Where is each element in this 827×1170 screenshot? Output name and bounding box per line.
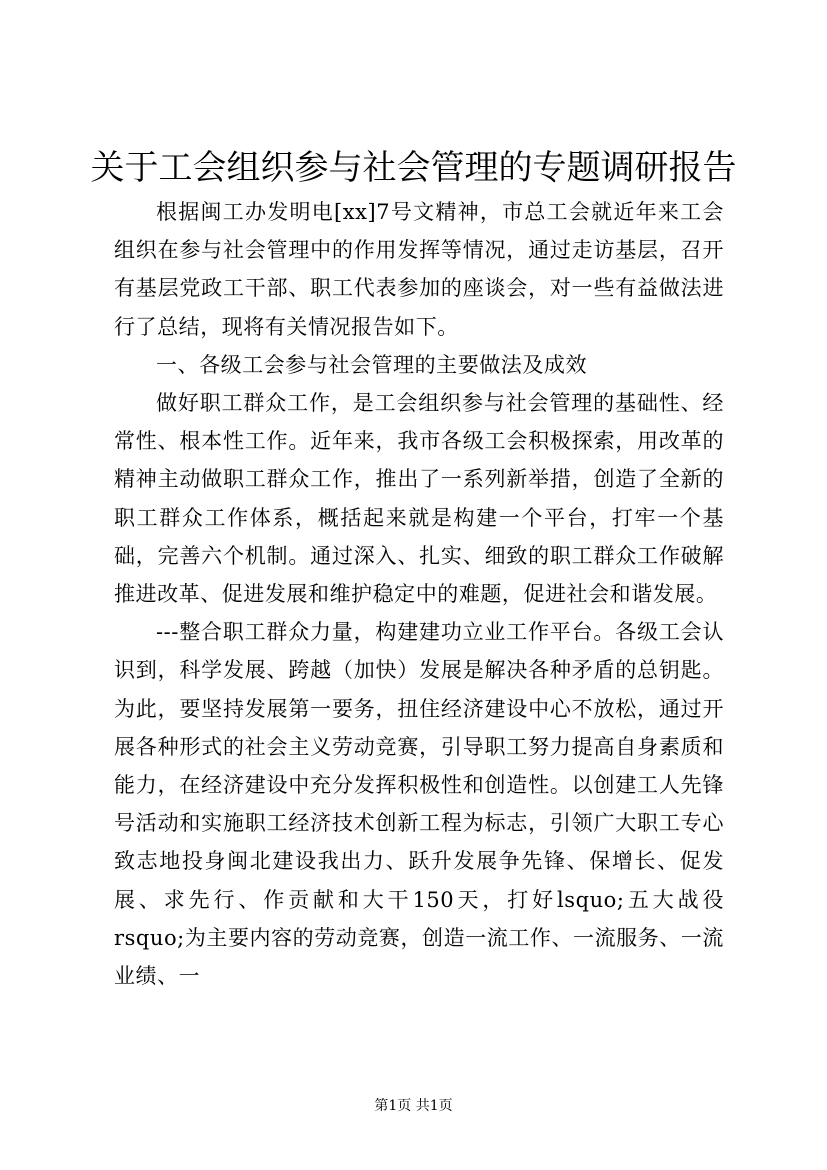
paragraph: 做好职工群众工作，是工会组织参与社会管理的基础性、经常性、根本性工作。近年来，我市各级工会积极探索，用改革的精神主动做职工群众工作，推出了一系列新举措，创造了全新的职工群众工作体系，概括起来就是构建一个平台，打牢一个基础，完善六个机制。通过深入、扎实、细致的职工群众工作破解推进改革、促进发展和维护稳定中的难题，促进社会和谐发展。 bbox=[114, 391, 724, 607]
paragraph: ---整合职工群众力量，构建建功立业工作平台。各级工会认识到，科学发展、跨越（加快）发展是解决各种矛盾的总钥匙。为此，要坚持发展第一要务，扭住经济建设中心不放松，通过开展各种形式的社会主义劳动竞赛，引导职工努力提高自身素质和能力，在经济建设中充分发挥积极性和创造性。以创建工人先锋号活动和实施职工经济技术创新工程为标志，引领广大职工专心致志地投身闽北建设我出力、跃升发展争先锋、保增长、促发展、求先行、作贡献和大干150天，打好lsquo;五大战役rsquo;为主要内容的劳动竞赛，创造一流工作、一流服务、一流业绩、一 bbox=[114, 620, 724, 989]
document-body bbox=[114, 193, 724, 995]
document-title: 关于工会组织参与社会管理的专题调研报告 bbox=[90, 148, 737, 188]
section-heading: 一、各级工会参与社会管理的主要做法及成效 bbox=[156, 352, 587, 377]
page-footer: 第1页 共1页 bbox=[374, 1098, 453, 1114]
paragraph: 根据闽工办发明电[xx]7号文精神，市总工会就近年来工会组织在参与社会管理中的作用发挥等情况，通过走访基层，召开有基层党政工干部、职工代表参加的座谈会，对一些有益做法进行了总结，现将有关情况报告如下。 bbox=[114, 200, 724, 339]
